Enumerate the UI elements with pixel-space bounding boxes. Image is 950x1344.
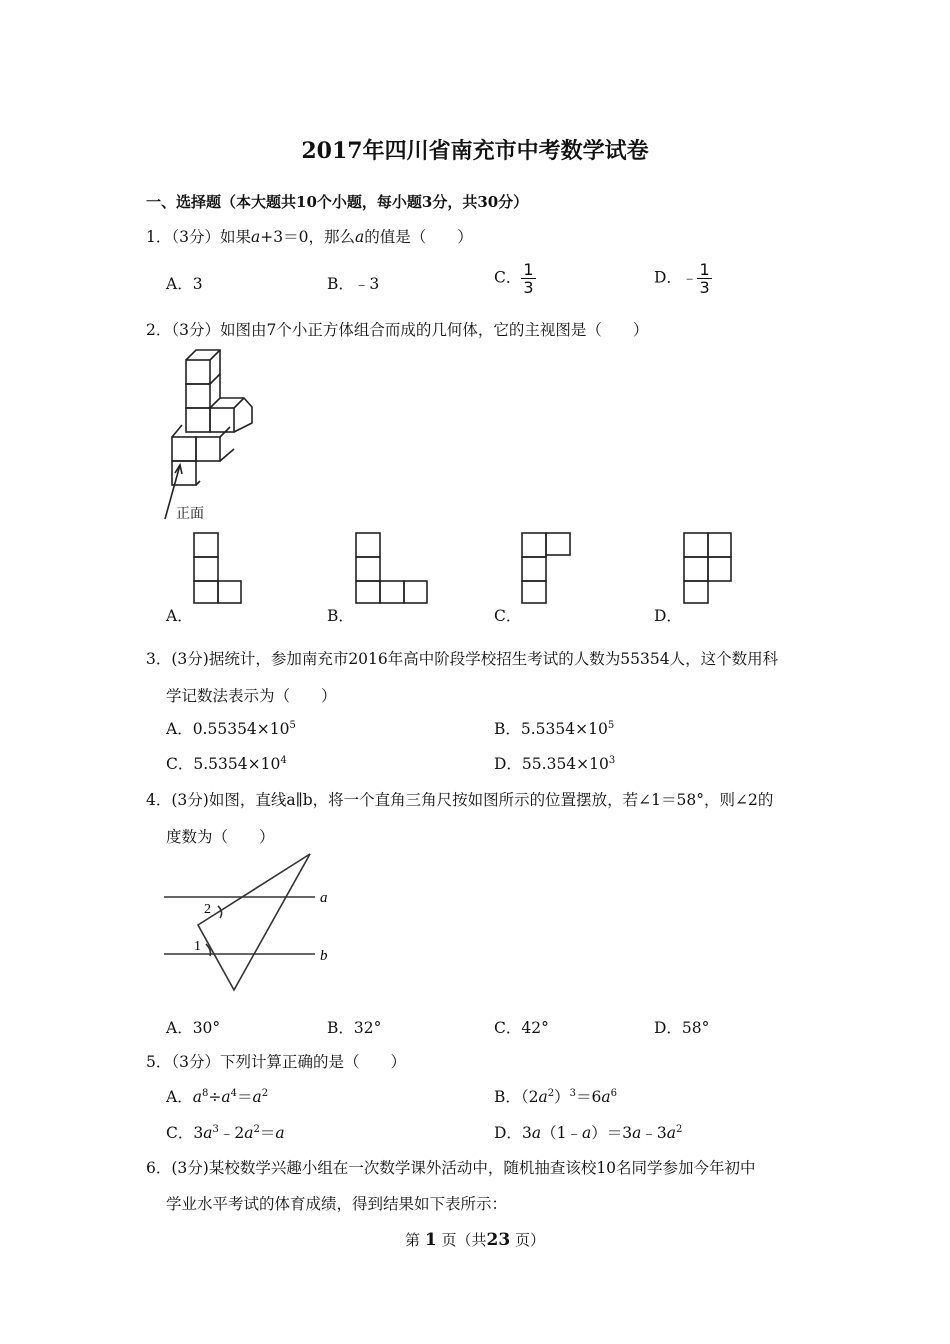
q3-option-c[interactable]: C．$5.5354\times 10^4$ — [166, 754, 287, 773]
q2-option-d[interactable]: D． — [654, 607, 682, 625]
q2-view-b-icon — [355, 532, 430, 604]
parallel-lines-triangle-figure — [160, 850, 340, 995]
question-2-stem: 2．（3分）如图由7个小正方体组合而成的几何体，它的主视图是（ ） — [146, 321, 649, 339]
q3-option-a[interactable]: A．$0.55354\times 10^5$ — [166, 719, 296, 738]
label-a: a — [320, 890, 328, 906]
question-5-stem: 5．（3分）下列计算正确的是（ ） — [146, 1053, 406, 1071]
q2-option-c[interactable]: C． — [494, 607, 522, 625]
page-title: 2017年四川省南充市中考数学试卷 — [301, 138, 649, 164]
q1-option-a[interactable]: A．3 — [166, 275, 203, 293]
q2-view-c-icon — [521, 532, 573, 604]
question-4-stem-line2: 度数为（ ） — [166, 828, 275, 846]
question-3-stem-line2: 学记数法表示为（ ） — [166, 687, 337, 705]
q5-option-d[interactable]: D．$3a(1﹣a)=3a﹣3a^2$ — [494, 1123, 683, 1142]
fraction: $\frac{1}{3}$ — [699, 260, 710, 297]
q5-option-b[interactable]: B．$(2a^2)^3=6a^6$ — [494, 1087, 618, 1106]
q1-option-d[interactable]: D．﹣ $\frac{1}{3}$ — [654, 260, 710, 297]
front-label: 正面 — [176, 506, 204, 522]
q2-option-b[interactable]: B． — [327, 607, 354, 625]
q3-option-d[interactable]: D．$55.354\times 10^3$ — [494, 754, 616, 773]
question-6-stem-line1: 6．(3分)某校数学兴趣小组在一次数学课外活动中，随机抽查该校10名同学参加今年初中 — [146, 1159, 756, 1177]
q5-option-a[interactable]: A．$a^8\div a^4=a^2$ — [166, 1087, 269, 1106]
q4-option-a[interactable]: A．30° — [166, 1019, 221, 1037]
label-b: b — [320, 948, 328, 964]
question-1-stem: 1．（3分）如果a+3＝0，那么a的值是（ ） — [146, 228, 473, 246]
q4-option-b[interactable]: B．32° — [327, 1019, 382, 1037]
question-4-stem-line1: 4．(3分)如图，直线a∥b，将一个直角三角尺按如图所示的位置摆放，若∠1＝58°，则∠2的 — [146, 791, 774, 809]
q2-option-a[interactable]: A． — [166, 607, 193, 625]
page-footer: 第 1 页（共23 页） — [405, 1230, 545, 1250]
q3-option-b[interactable]: B．$5.5354\times 10^5$ — [494, 719, 615, 738]
question-6-stem-line2: 学业水平考试的体育成绩，得到结果如下表所示： — [166, 1195, 508, 1213]
q2-view-d-icon — [683, 532, 733, 604]
section-heading: 一、选择题（本大题共10个小题，每小题3分，共30分） — [146, 193, 529, 211]
fraction: $\frac{1}{3}$ — [523, 260, 534, 297]
angle-1-label: 1 — [194, 939, 201, 954]
q4-option-d[interactable]: D．58° — [654, 1019, 710, 1037]
q5-option-c[interactable]: C．$3a^3﹣2a^2=a$ — [166, 1123, 285, 1142]
q4-option-c[interactable]: C．42° — [494, 1019, 549, 1037]
q2-view-a-icon — [193, 532, 243, 604]
cube-figure — [160, 345, 260, 525]
question-3-stem-line1: 3．(3分)据统计，参加南充市2016年高中阶段学校招生考试的人数为55354人，这个数用科 — [146, 650, 779, 668]
q1-option-c[interactable]: C． $\frac{1}{3}$ — [494, 260, 534, 297]
angle-2-label: 2 — [204, 902, 211, 917]
q1-option-b[interactable]: B．﹣3 — [327, 275, 380, 293]
